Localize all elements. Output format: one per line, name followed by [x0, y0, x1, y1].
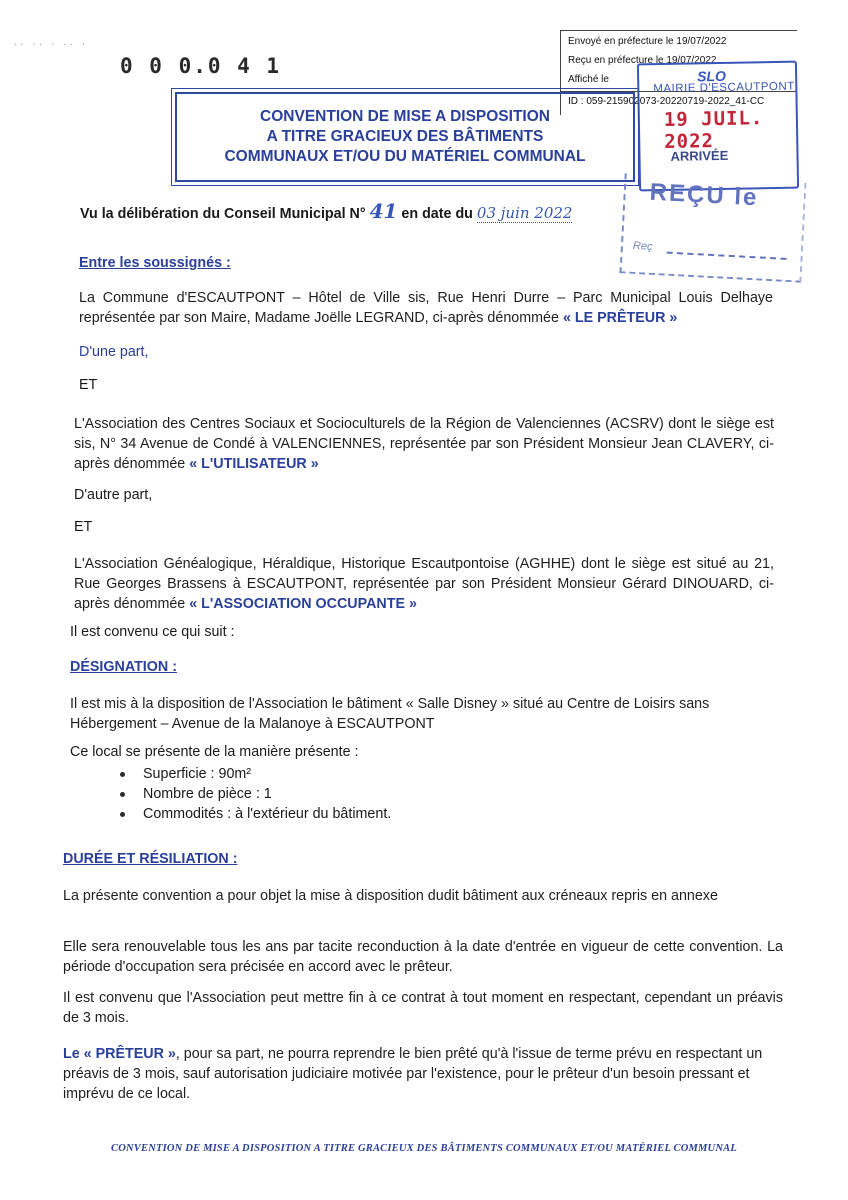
stamp-recu-small: Reç	[632, 239, 653, 253]
duration-paragraph-4	[63, 1044, 783, 1104]
duration-paragraph-3: Il est convenu que l'Association peut mettre fin à ce contrat à tout moment en respectant, cependant un préavis de 3 mois.	[63, 990, 783, 1026]
occupant-label: « L'ASSOCIATION OCCUPANTE »	[189, 596, 417, 612]
prefecture-posted: Affiché le	[568, 74, 609, 85]
designation-list	[120, 764, 520, 824]
user-text: L'Association des Centres Sociaux et Socioculturels de la Région de Valenciennes (ACSRV) dont le siège est sis, N° 34 Avenue de Condé à VALENCIENNES, représentée par son Président Monsieur Jean CLAVERY, ci-après dénommée	[74, 416, 774, 472]
title-line-1: CONVENTION DE MISE A DISPOSITION	[260, 108, 550, 125]
bullet-icon	[120, 772, 125, 777]
one-part: D'une part,	[79, 344, 149, 360]
prefecture-sent: Envoyé en préfecture le 19/07/2022	[568, 36, 727, 47]
list-item	[120, 764, 520, 784]
lender-text: La Commune d'ESCAUTPONT – Hôtel de Ville sis, Rue Henri Durre – Parc Municipal Louis Delhaye représentée par son Maire, Madame Joëlle LEGRAND, ci-après dénommée	[79, 290, 773, 326]
lender-label-2: Le « PRÊTEUR »	[63, 1046, 176, 1062]
scan-marks: ·· ·· · ·· ·	[14, 40, 89, 51]
stamp-recu-dashed-line	[667, 252, 787, 260]
occupant-paragraph	[74, 554, 774, 614]
deliberation-date: 03 juin 2022	[476, 204, 573, 222]
user-paragraph	[74, 414, 774, 474]
stamp-signature: SLO	[696, 67, 727, 85]
user-label: « L'UTILISATEUR »	[189, 456, 319, 472]
received-stamp	[620, 173, 807, 282]
stamp-recu-title: REÇU le	[649, 178, 760, 212]
deliberation-number: 41	[369, 199, 398, 223]
deliberation-line	[80, 199, 620, 223]
bullet-icon	[120, 792, 125, 797]
designation-intro: Ce local se présente de la manière présente :	[70, 744, 359, 760]
duration-paragraph-1: La présente convention a pour objet la mise à disposition dudit bâtiment aux créneaux repris en annexe	[63, 888, 718, 904]
designation-heading: DÉSIGNATION :	[70, 659, 177, 675]
duration-paragraph-2: Elle sera renouvelable tous les ans par tacite reconduction à la date d'entrée en vigueur de cette convention. La période d'occupation sera précisée en accord avec le prêteur.	[63, 939, 783, 975]
duration-p4-text: , pour sa part, ne pourra reprendre le bien prêté qu'à l'issue de terme prévu en respectant un préavis de 3 mois, sauf autorisation judiciaire motivée par l'existence, pour le prêteur d'un besoin pressant et imprévu de ce local.	[63, 1046, 763, 1102]
lender-paragraph	[79, 288, 773, 328]
et-2: ET	[74, 519, 93, 535]
deliberation-prefix: Vu la délibération du Conseil Municipal N°	[80, 206, 366, 222]
stamp-status: ARRIVÉE	[670, 147, 729, 164]
mairie-arrival-stamp	[637, 61, 799, 192]
page-footer: CONVENTION DE MISE A DISPOSITION A TITRE GRACIEUX DES BÂTIMENTS COMMUNAUX ET/OU MATÉRIEL COMMUNAL	[111, 1143, 737, 1154]
duration-heading: DURÉE ET RÉSILIATION :	[63, 851, 238, 867]
stamp-mairie-name: MAIRIE D'ESCAUTPONT	[653, 80, 795, 96]
title-line-3: COMMUNAUX ET/OU DU MATÉRIEL COMMUNAL	[224, 148, 586, 165]
occupant-text: L'Association Généalogique, Héraldique, Historique Escautpontoise (AGHHE) dont le siège est situé au 21, Rue Georges Brassens à ESCAUTPONT, représentée par son Président Monsieur Gérard DINOUARD, ci-après dénommée	[74, 556, 774, 612]
document-title-box	[175, 92, 635, 182]
list-item-text: Commodités : à l'extérieur du bâtiment.	[143, 806, 392, 822]
lender-label: « LE PRÊTEUR »	[562, 310, 678, 326]
prefecture-id: ID : 059-215902073-20220719-2022_41-CC	[561, 91, 797, 107]
prefecture-received: Reçu en préfecture le 19/07/2022	[568, 55, 717, 66]
list-item-text: Superficie : 90m²	[143, 766, 252, 782]
page-number: 0 0 0.0 4 1	[120, 54, 282, 78]
other-part: D'autre part,	[74, 487, 153, 503]
deliberation-middle: en date du	[401, 206, 473, 222]
list-item	[120, 804, 520, 824]
list-item-text: Nombre de pièce : 1	[143, 786, 272, 802]
bullet-icon	[120, 812, 125, 817]
designation-text: Il est mis à la disposition de l'Association le bâtiment « Salle Disney » situé au Centre de Loisirs sans Hébergement – Avenue de la Malanoye à ESCAUTPONT	[70, 696, 710, 732]
stamp-date: 19 JUIL. 2022	[663, 107, 764, 153]
et-1: ET	[79, 377, 98, 393]
parties-heading: Entre les soussignés :	[79, 255, 231, 271]
list-item	[120, 784, 520, 804]
title-line-2: A TITRE GRACIEUX DES BÂTIMENTS	[266, 128, 544, 145]
agreed-line: Il est convenu ce qui suit :	[70, 624, 235, 640]
